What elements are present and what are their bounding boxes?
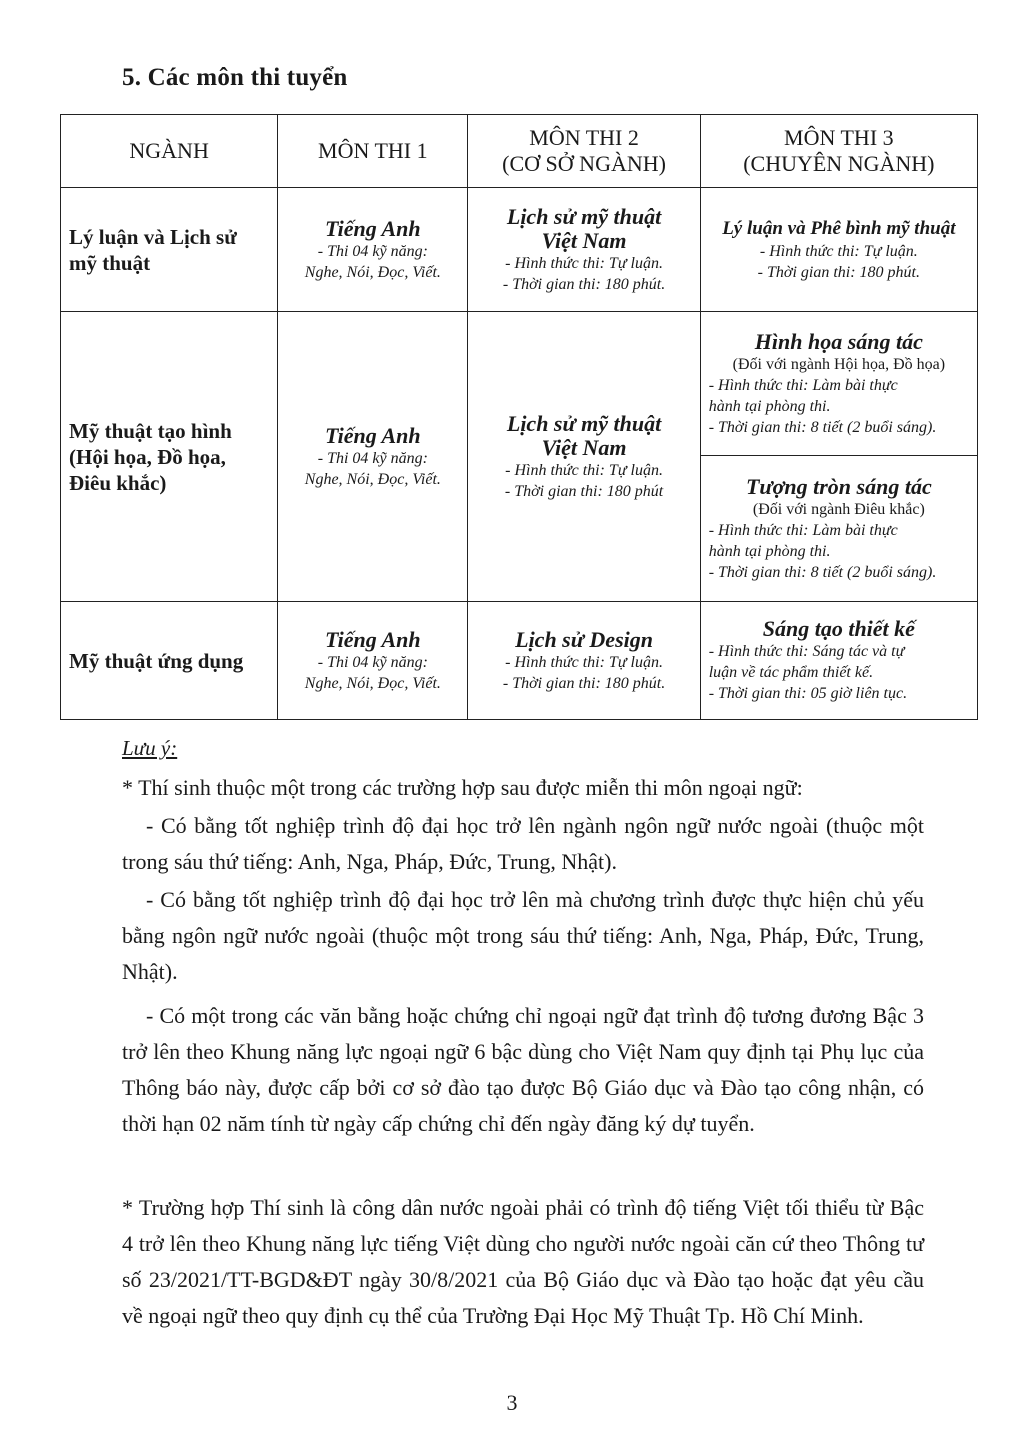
header-exam-1: MÔN THI 1 [278, 115, 468, 188]
table-row [61, 602, 978, 720]
exam-subjects-table [60, 114, 978, 720]
major-cell: Mỹ thuật ứng dụng [61, 602, 278, 720]
exam-1-cell: Tiếng Anh - Thi 04 kỹ năng: Nghe, Nói, Đọc, Viết. [278, 188, 468, 312]
exam-3-cell: Lý luận và Phê bình mỹ thuật - Hình thức thi: Tự luận. - Thời gian thi: 180 phút. [700, 188, 977, 312]
note-paragraph: * Trường hợp Thí sinh là công dân nước ngoài phải có trình độ tiếng Việt tối thiểu từ Bậc 4 trở lên theo Khung năng lực tiếng Việt dùng cho người nước ngoài căn cứ theo Thông tư số 23/2021/TT-BGD&ĐT ngày 30/8/2021 của Bộ Giáo dục và Đào tạo hoặc đạt yêu cầu về ngoại ngữ theo quy định cụ thể của Trường Đại Học Mỹ Thuật Tp. Hồ Chí Minh. [122, 1195, 924, 1328]
exam-3-cell-painting: Hình họa sáng tác (Đối với ngành Hội họa, Đồ họa) - Hình thức thi: Làm bài thực hành tại phòng thi. - Thời gian thi: 8 tiết (2 buổi sáng). [700, 312, 977, 456]
notes-title: Lưu ý: [122, 736, 178, 760]
table-row [61, 312, 978, 456]
major-cell: Lý luận và Lịch sử mỹ thuật [61, 188, 278, 312]
exam-2-cell: Lịch sử mỹ thuật Việt Nam - Hình thức thi: Tự luận. - Thời gian thi: 180 phút [468, 312, 700, 602]
page-number: 3 [506, 1390, 518, 1415]
exam-1-cell: Tiếng Anh - Thi 04 kỹ năng: Nghe, Nói, Đọc, Viết. [278, 602, 468, 720]
header-exam-2: MÔN THI 2 (CƠ SỞ NGÀNH) [468, 115, 700, 188]
note-paragraph: - Có một trong các văn bằng hoặc chứng chỉ ngoại ngữ đạt trình độ tương đương Bậc 3 trở lên theo Khung năng lực ngoại ngữ 6 bậc dùng cho Việt Nam quy định tại Phụ lục của Thông báo này, được cấp bởi cơ sở đào tạo được Bộ Giáo dục và Đào tạo công nhận, có thời hạn 02 năm tính từ ngày cấp chứng chỉ đến ngày đăng ký dự tuyển. [122, 1003, 924, 1136]
exam-2-cell: Lịch sử Design - Hình thức thi: Tự luận. - Thời gian thi: 180 phút. [468, 602, 700, 720]
note-paragraph: - Có bằng tốt nghiệp trình độ đại học trở lên ngành ngôn ngữ nước ngoài (thuộc một trong sáu thứ tiếng: Anh, Nga, Pháp, Đức, Trung, Nhật). [122, 813, 924, 874]
exam-3-cell: Sáng tạo thiết kế - Hình thức thi: Sáng tác và tự luận về tác phẩm thiết kế. - Thời gian thi: 05 giờ liên tục. [700, 602, 977, 720]
exam-1-cell: Tiếng Anh - Thi 04 kỹ năng: Nghe, Nói, Đọc, Viết. [278, 312, 468, 602]
exam-3-cell-sculpture: Tượng tròn sáng tác (Đối với ngành Điêu khắc) - Hình thức thi: Làm bài thực hành tại phòng thi. - Thời gian thi: 8 tiết (2 buổi sáng). [700, 456, 977, 602]
header-exam-3: MÔN THI 3 (CHUYÊN NGÀNH) [700, 115, 977, 188]
table-header-row [61, 115, 978, 188]
major-cell: Mỹ thuật tạo hình (Hội họa, Đồ họa, Điêu khắc) [61, 312, 278, 602]
section-title: 5. Các môn thi tuyển [122, 64, 348, 91]
table-row [61, 188, 978, 312]
header-major: NGÀNH [61, 115, 278, 188]
exam-2-cell: Lịch sử mỹ thuật Việt Nam - Hình thức thi: Tự luận. - Thời gian thi: 180 phút. [468, 188, 700, 312]
note-paragraph: * Thí sinh thuộc một trong các trường hợp sau được miễn thi môn ngoại ngữ: [122, 775, 803, 800]
note-paragraph: - Có bằng tốt nghiệp trình độ đại học trở lên mà chương trình được thực hiện chủ yếu bằng ngôn ngữ nước ngoài (thuộc một trong sáu thứ tiếng: Anh, Nga, Pháp, Đức, Trung, Nhật). [122, 887, 924, 984]
